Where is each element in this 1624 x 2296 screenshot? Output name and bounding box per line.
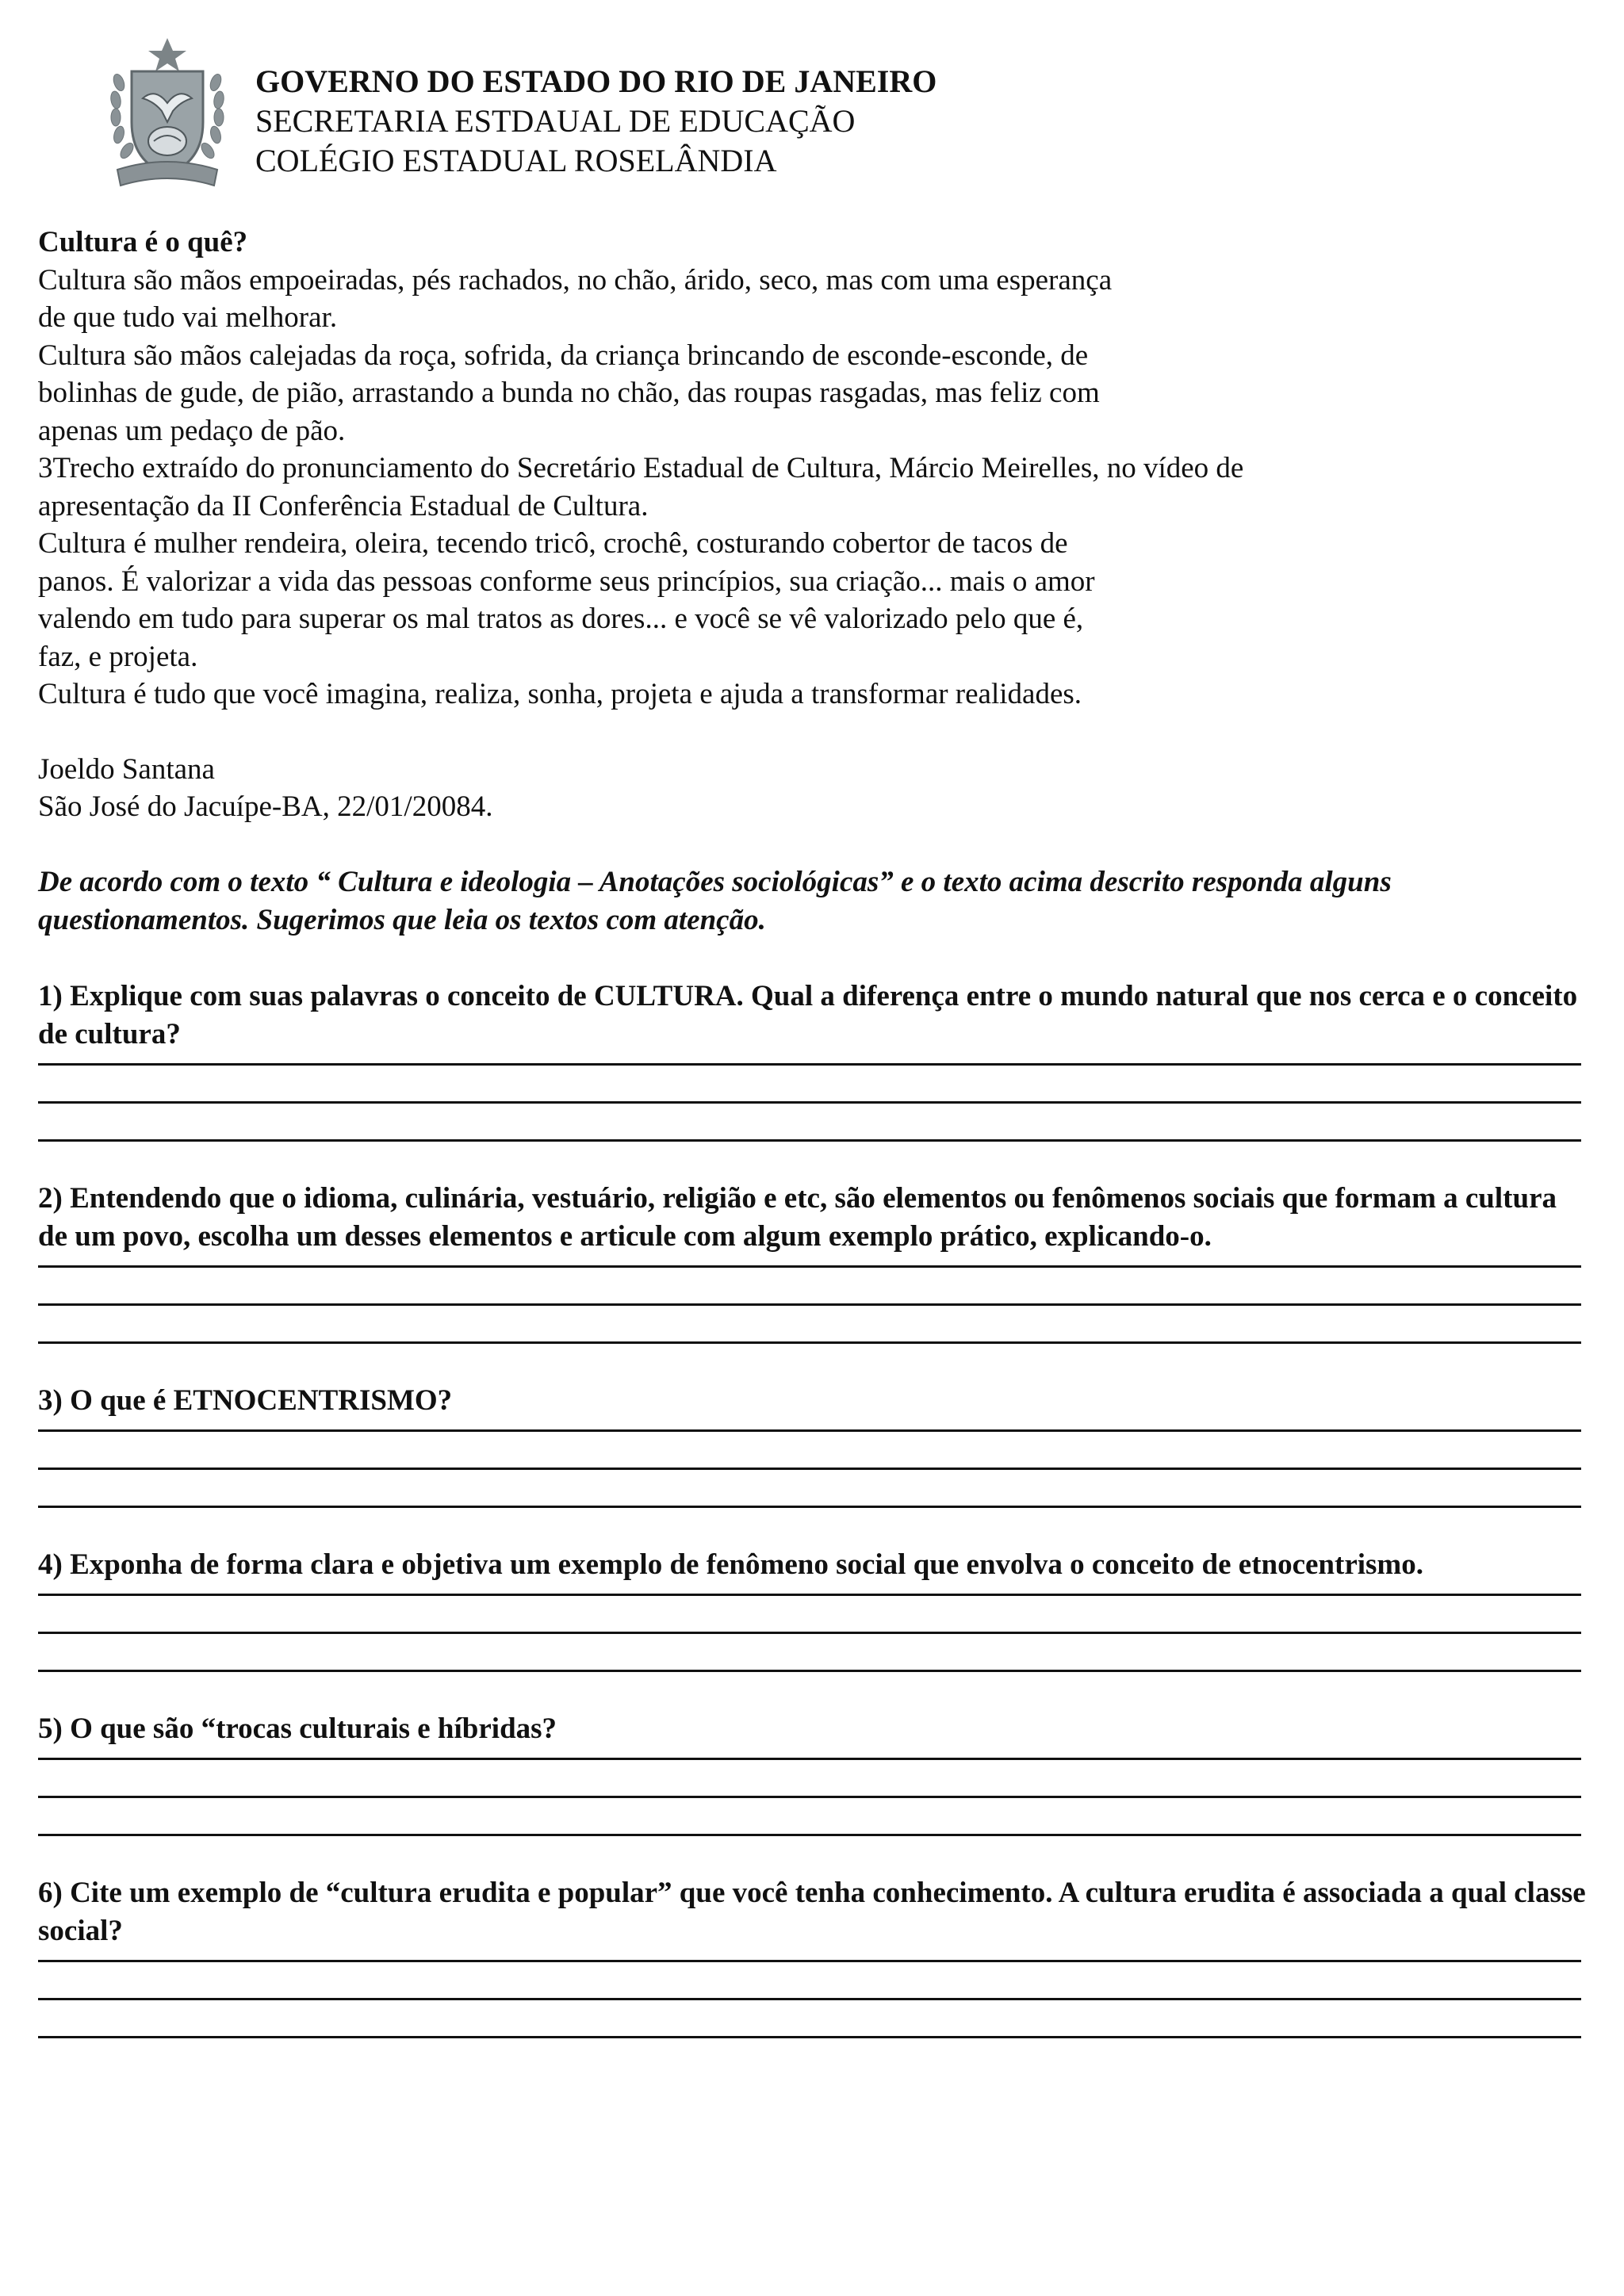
poem-line: apenas um pedaço de pão. — [38, 414, 346, 447]
poem-line: Cultura são mãos calejadas da roça, sofrida, da criança brincando de esconde-esconde, de — [38, 339, 1089, 372]
answer-line[interactable] — [38, 1265, 1581, 1268]
answer-line[interactable] — [38, 1139, 1581, 1142]
question-text: 2) Entendendo que o idioma, culinária, vestuário, religião e etc, são elementos ou fenômenos sociais que formam a cultura de um povo, escolha um desses elementos e articule com algum exemplo prático, explicando-o. — [38, 1181, 1557, 1253]
poem-author: Joeldo Santana — [38, 752, 215, 786]
document-body — [38, 224, 1592, 2038]
answer-line[interactable] — [38, 1594, 1581, 1596]
answer-line[interactable] — [38, 1063, 1581, 1066]
state-coat-of-arms-icon — [108, 35, 227, 193]
question-6 — [38, 1874, 1592, 2038]
answer-line[interactable] — [38, 1303, 1581, 1306]
poem-line: apresentação da II Conferência Estadual de Cultura. — [38, 489, 649, 522]
poem-line: Cultura são mãos empoeiradas, pés rachados, no chão, árido, seco, mas com uma esperança — [38, 263, 1113, 297]
answer-line[interactable] — [38, 1758, 1581, 1760]
answer-line[interactable] — [38, 1101, 1581, 1104]
header-secretariat: SECRETARIA ESTDAUAL DE EDUCAÇÃO — [255, 103, 856, 139]
poem-text — [38, 224, 1592, 826]
question-5 — [38, 1710, 1592, 1836]
answer-line[interactable] — [38, 1632, 1581, 1634]
question-text: 6) Cite um exemplo de “cultura erudita e popular” que você tenha conhecimento. A cultura erudita é associada a qual classe social? — [38, 1876, 1586, 1947]
header-government: GOVERNO DO ESTADO DO RIO DE JANEIRO — [255, 63, 937, 99]
instructions-text: De acordo com o texto “ Cultura e ideologia – Anotações sociológicas” e o texto acima descrito responda alguns questionamentos. Sugerimos que leia os textos com atenção. — [38, 865, 1392, 936]
answer-line[interactable] — [38, 2036, 1581, 2038]
poem-line: bolinhas de gude, de pião, arrastando a bunda no chão, das roupas rasgadas, mas feliz com — [38, 377, 1100, 409]
answer-line[interactable] — [38, 1670, 1581, 1672]
poem-line: Cultura é tudo que você imagina, realiza, sonha, projeta e ajuda a transformar realidades. — [38, 678, 1082, 710]
answer-line[interactable] — [38, 1468, 1581, 1470]
answer-line[interactable] — [38, 1796, 1581, 1798]
poem-title: Cultura é o quê? — [38, 226, 248, 258]
poem-line: panos. É valorizar a vida das pessoas conforme seus princípios, sua criação... mais o amor — [38, 564, 1095, 598]
answer-line[interactable] — [38, 1998, 1581, 2000]
question-text: 3) O que é ETNOCENTRISMO? — [38, 1383, 453, 1417]
header-school: COLÉGIO ESTADUAL ROSELÂNDIA — [255, 143, 777, 178]
answer-line[interactable] — [38, 1429, 1581, 1432]
question-3 — [38, 1382, 1592, 1508]
question-text: 4) Exponha de forma clara e objetiva um exemplo de fenômeno social que envolva o conceito de etnocentrismo. — [38, 1548, 1424, 1581]
poem-line: de que tudo vai melhorar. — [38, 301, 338, 334]
answer-line[interactable] — [38, 1506, 1581, 1508]
poem-line: Cultura é mulher rendeira, oleira, tecendo tricô, crochê, costurando cobertor de tacos de — [38, 527, 1068, 560]
poem-line: faz, e projeta. — [38, 640, 198, 673]
question-text: 1) Explique com suas palavras o conceito de CULTURA. Qual a diferença entre o mundo natural que nos cerca e o conceito de cultura? — [38, 979, 1578, 1050]
question-1 — [38, 978, 1592, 1142]
poem-line: 3Trecho extraído do pronunciamento do Secretário Estadual de Cultura, Márcio Meirelles, no vídeo de — [38, 452, 1244, 484]
question-text: 5) O que são “trocas culturais e híbridas? — [38, 1712, 557, 1745]
answer-line[interactable] — [38, 1341, 1581, 1344]
question-2 — [38, 1180, 1592, 1344]
answer-line[interactable] — [38, 1960, 1581, 1962]
answer-line[interactable] — [38, 1834, 1581, 1836]
question-4 — [38, 1546, 1592, 1672]
poem-place-date: São José do Jacuípe-BA, 22/01/20084. — [38, 790, 493, 823]
document-header — [108, 35, 1059, 193]
poem-line: valendo em tudo para superar os mal tratos as dores... e você se vê valorizado pelo que é, — [38, 603, 1084, 635]
